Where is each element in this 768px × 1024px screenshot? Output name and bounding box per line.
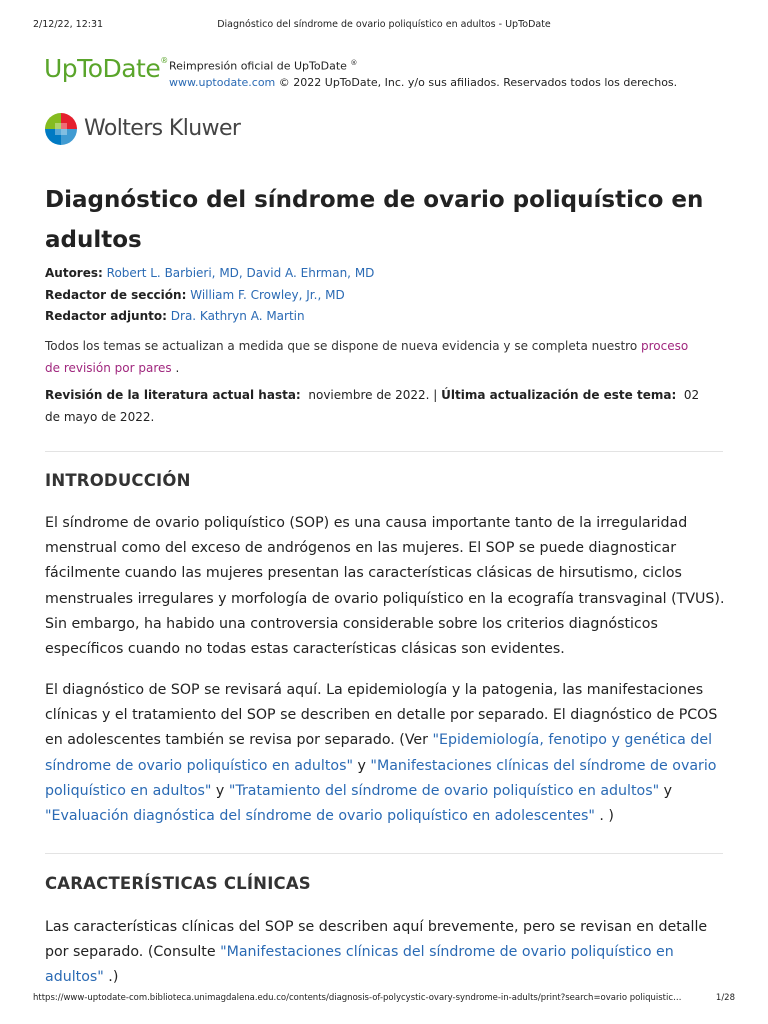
deputy-editor-line: Redactor adjunto: Dra. Kathryn A. Martin (45, 309, 305, 323)
section-editor-label: Redactor de sección (45, 288, 182, 302)
update-note-text: Todos los temas se actualizan a medida que se dispone de nueva evidencia y se completa nuestro (45, 339, 641, 353)
intro-paragraph-1: El síndrome de ovario poliquístico (SOP) es una causa importante tanto de la irregularidad menstrual como del exceso de andrógenos en las mujeres. El SOP se puede diagnosticar fácilmente cuando las mujeres presentan las características clásicas de hirsutismo, ciclos menstruales irregulares y morfología de ovario poliquístico en la ecografía transvaginal (TVUS). Sin embargo, ha habido una controversia considerable sobre los criterios diagnósticos específicos cuando no todas estas características clásicas son evidentes. (45, 515, 725, 658)
brand-row (44, 54, 734, 89)
conjunction: y (659, 782, 673, 799)
intro-p2-text: El diagnóstico de SOP se revisará aquí. La epidemiología y la patogenia, las manifestaciones clínicas y el tratamiento del SOP se describen en detalle por separado. El diagnóstico de PCOS en adolescentes también se revisa por separado. (Ver (45, 682, 718, 749)
reprint-notice (169, 55, 677, 91)
update-note (45, 336, 705, 379)
wolters-kluwer-name: Wolters Kluwer (84, 116, 241, 141)
lit-review-label: Revisión de la literatura actual hasta (45, 388, 296, 402)
print-datetime: 2/12/22, 12:31 (33, 19, 104, 30)
intro-paragraph-2 (45, 678, 725, 829)
update-note-end: . (171, 360, 180, 375)
review-separator: | (429, 388, 442, 402)
deputy-editor-link[interactable]: Dra. Kathryn A. Martin (170, 309, 305, 323)
deputy-editor-label: Redactor adjunto (45, 309, 163, 323)
conjunction: y (211, 782, 229, 799)
clinical-p1-text: Las características clínicas del SOP se describen aquí brevemente, pero se revisan en detalle por separado. (Consulte (45, 919, 708, 961)
link-tratamiento[interactable]: "Tratamiento del síndrome de ovario poliquístico en adultos" (228, 782, 660, 799)
print-header (33, 19, 735, 33)
clinical-p1-end: .) (103, 969, 119, 986)
reprint-mark: ® (350, 59, 358, 67)
link-manifestaciones[interactable]: "Manifestaciones clínicas del síndrome de ovario poliquístico en adultos" (45, 757, 717, 799)
article-title: Diagnóstico del síndrome de ovario poliquístico en adultos (45, 187, 704, 253)
wolters-kluwer-logo (45, 113, 305, 147)
page-number: 1/28 (715, 993, 735, 1003)
uptodate-logo-mark: ® (160, 56, 168, 65)
authors-link[interactable]: Robert L. Barbieri, MD, David A. Ehrman, MD (106, 266, 375, 280)
print-url: https://www-uptodate-com.biblioteca.unimagdalena.edu.co/contents/diagnosis-of-polycystic-ovary-syndrome-in-adults/print?search=ovario poliquistic… (33, 993, 682, 1003)
section-editor-line: Redactor de sección: William F. Crowley, Jr., MD (45, 288, 345, 302)
conjunction: y (353, 757, 371, 774)
reprint-line: Reimpresión oficial de UpToDate (169, 59, 347, 73)
last-update-date: 02 de mayo de 2022. (45, 388, 700, 424)
section-divider (45, 451, 723, 452)
last-update-label: Última actualización de este tema (441, 388, 672, 402)
lit-review-date: noviembre de 2022. (308, 388, 430, 402)
section-divider (45, 853, 723, 854)
uptodate-site-link[interactable]: www.uptodate.com (169, 75, 276, 89)
uptodate-logo[interactable] (44, 54, 168, 83)
link-epidemiologia[interactable]: "Epidemiología, fenotipo y genética del síndrome de ovario poliquístico en adultos" (45, 732, 713, 774)
link-manifestaciones-clinicas[interactable]: "Manifestaciones clínicas del síndrome de ovario poliquístico en adultos" (45, 944, 674, 986)
copyright-text: © 2022 UpToDate, Inc. y/o sus afiliados. Reservados todos los derechos. (275, 75, 678, 89)
clinical-heading: CARACTERÍSTICAS CLÍNICAS (45, 874, 311, 893)
intro-heading: INTRODUCCIÓN (45, 471, 191, 490)
print-page-title: Diagnóstico del síndrome de ovario poliquístico en adultos - UpToDate (217, 19, 551, 30)
wolters-kluwer-mark-icon (45, 113, 77, 145)
authors-label: Autores (45, 266, 99, 280)
authors-line: Autores: Robert L. Barbieri, MD, David A. Ehrman, MD (45, 266, 375, 280)
clinical-paragraph-1 (45, 915, 725, 991)
section-editor-link[interactable]: William F. Crowley, Jr., MD (190, 288, 345, 302)
uptodate-logo-text: UpToDate (44, 54, 161, 83)
intro-p2-end: . ) (594, 808, 614, 825)
review-dates: Revisión de la literatura actual hasta: noviembre de 2022. | Última actualización de este tema: 02 de mayo de 2022. (45, 388, 700, 424)
print-footer (33, 993, 735, 1007)
peer-review-link[interactable]: proceso de revisión por pares (45, 339, 689, 375)
link-evaluacion-adolescentes[interactable]: "Evaluación diagnóstica del síndrome de ovario poliquístico en adolescentes" (45, 808, 595, 825)
